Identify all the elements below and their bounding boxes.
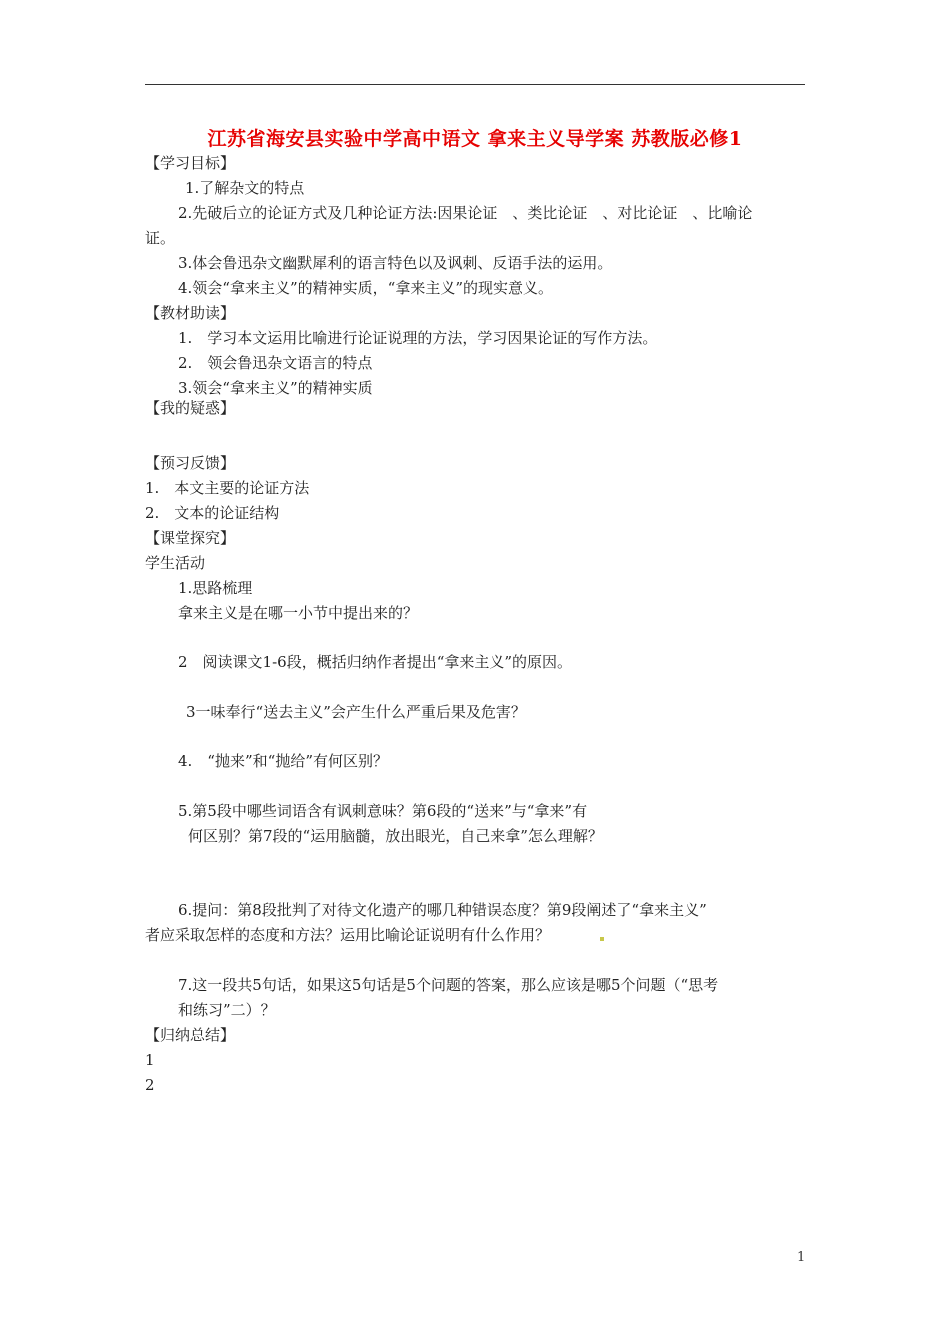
preview-item-2: 2. 文本的论证结构 <box>145 504 280 522</box>
question-3: 3一味奉行“送去主义”会产生什么严重后果及危害？ <box>186 703 526 721</box>
student-activity-label: 学生活动 <box>145 554 206 572</box>
goal-item-3: 3.体会鲁迅杂文幽默犀利的语言特色以及讽刺、反语手法的运用。 <box>178 254 613 272</box>
summary-item-2: 2 <box>145 1076 155 1094</box>
question-4: 4. “抛来”和“抛给”有何区别？ <box>178 752 388 770</box>
goal-item-4: 4.领会“拿来主义”的精神实质，“拿来主义”的现实意义。 <box>178 279 553 297</box>
question-6-line-1: 6.提问：第8段批判了对待文化遗产的哪几种错误态度？第9段阐述了“拿来主义” <box>178 901 707 919</box>
textbook-item-1: 1. 学习本文运用比喻进行论证说理的方法，学习因果论证的写作方法。 <box>178 329 658 347</box>
question-1-title: 1.思路梳理 <box>178 579 253 597</box>
question-6-line-2: 者应采取怎样的态度和方法？运用比喻论证说明有什么作用？ <box>145 926 551 944</box>
heading-textbook-guide: 【教材助读】 <box>145 304 236 322</box>
document-title: 江苏省海安县实验中学高中语文 拿来主义导学案 苏教版必修1 <box>207 128 743 150</box>
textbook-item-2: 2. 领会鲁迅杂文语言的特点 <box>178 354 373 372</box>
page-number: 1 <box>797 1250 806 1265</box>
heading-summary: 【归纳总结】 <box>145 1026 236 1044</box>
goal-item-2: 2.先破后立的论证方式及几种论证方法:因果论证 、类比论证 、对比论证 、比喻论 <box>178 204 753 222</box>
question-2: 2 阅读课文1-6段，概括归纳作者提出“拿来主义”的原因。 <box>178 653 573 671</box>
question-7-line-1: 7.这一段共5句话，如果这5句话是5个问题的答案，那么应该是哪5个问题（“思考 <box>178 976 719 994</box>
question-5-line-1: 5.第5段中哪些词语含有讽刺意味？第6段的“送来”与“拿来”有 <box>178 802 588 820</box>
heading-preview-feedback: 【预习反馈】 <box>145 454 236 472</box>
question-5-line-2: 何区别？第7段的“运用脑髓，放出眼光，自己来拿”怎么理解？ <box>188 827 603 845</box>
heading-class-explore: 【课堂探究】 <box>145 529 236 547</box>
goal-item-1: 1.了解杂文的特点 <box>185 179 305 197</box>
heading-my-doubts: 【我的疑惑】 <box>145 399 236 417</box>
header-rule <box>145 84 805 85</box>
preview-item-1: 1. 本文主要的论证方法 <box>145 479 310 497</box>
textbook-item-3: 3.领会“拿来主义”的精神实质 <box>178 379 373 397</box>
ink-mark <box>600 937 604 941</box>
summary-item-1: 1 <box>145 1051 155 1069</box>
heading-learning-goals: 【学习目标】 <box>145 154 236 172</box>
question-1-text: 拿来主义是在哪一小节中提出来的？ <box>178 604 419 622</box>
question-7-line-2: 和练习”二）？ <box>178 1001 276 1019</box>
goal-item-2-cont: 证。 <box>145 229 176 247</box>
